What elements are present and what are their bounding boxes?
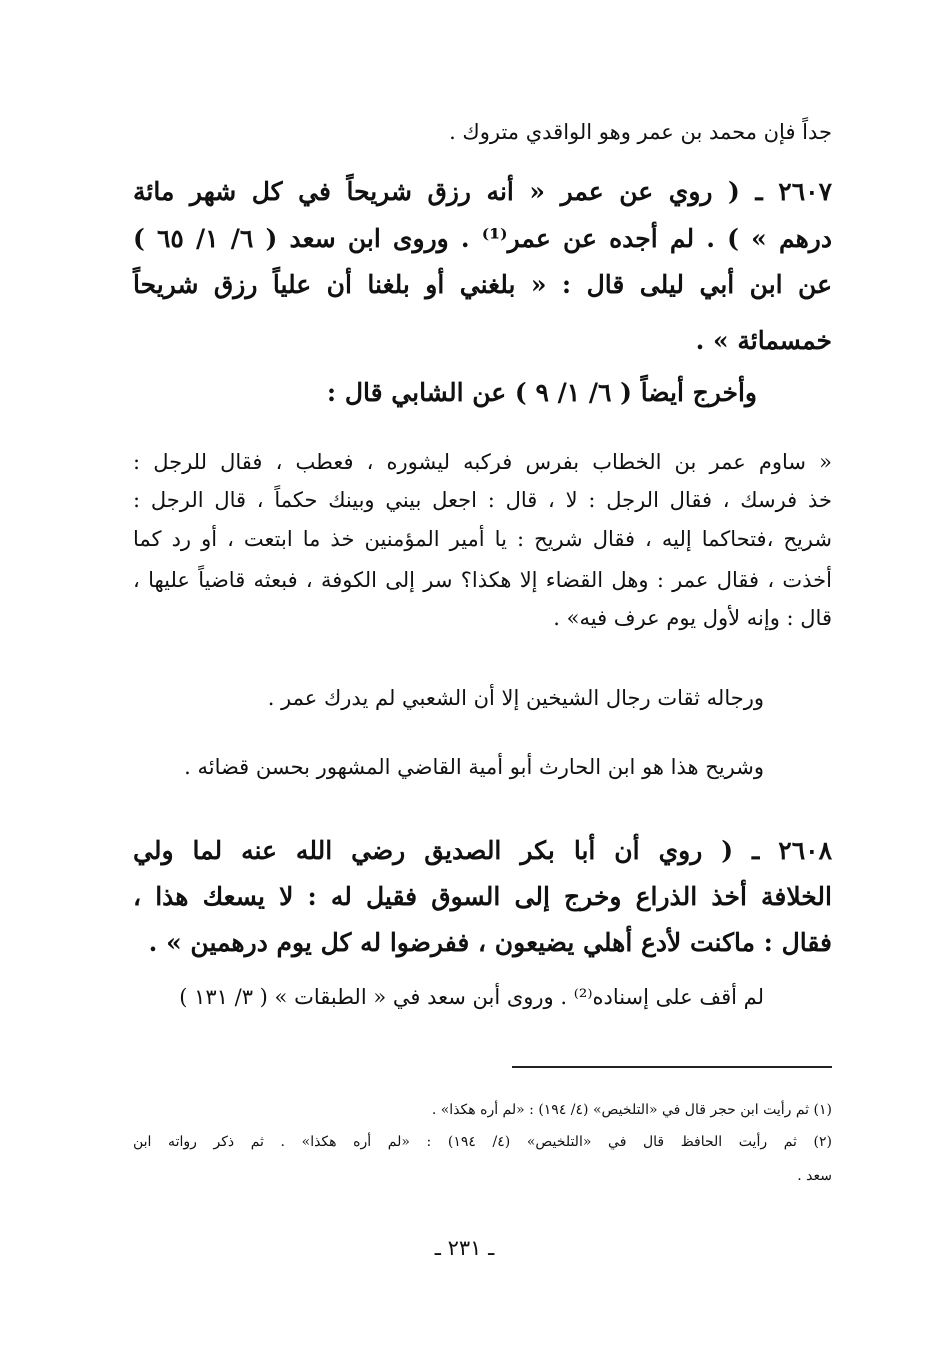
text-line: لم أقف على إسناده⁽²⁾ . وروى أبن سعد في « الطبقات » ( ٣/ ١٣١ ) bbox=[179, 985, 764, 1009]
hadith-2607-line-3: عن ابن أبي ليلى قال : « بلغني أو بلغنا أن علياً رزق شريحاً bbox=[133, 270, 832, 299]
quote-line: « ساوم عمر بن الخطاب بفرس فركبه ليشوره ، فعطب ، فقال للرجل : bbox=[133, 450, 832, 474]
hadith-2608-line-2: الخلافة أخذ الذراع وخرج إلى السوق فقيل له : لا يسعك هذا ، bbox=[133, 882, 832, 911]
hadith-2607-line-1: ٢٦٠٧ ـ ( روي عن عمر « أنه رزق شريحاً في كل شهر مائة bbox=[133, 177, 832, 206]
hadith-2608-line-1: ٢٦٠٨ ـ ( روي أن أبا بكر الصديق رضي الله عنه لما ولي bbox=[133, 836, 832, 865]
quote-line: خذ فرسك ، فقال الرجل : لا ، قال : اجعل بيني وبينك حكماً ، قال الرجل : bbox=[133, 488, 832, 512]
hadith-2607-line-2: درهم » ) . لم أجده عن عمر⁽¹⁾ . وروى ابن سعد ( ٦/ ١/ ٦٥ ) bbox=[133, 224, 832, 253]
footnote-divider bbox=[512, 1066, 832, 1068]
footnote-2: (٢) ثم رأيت الحافظ قال في «التلخيص» (٤/ ١٩٤) : «لم أره هكذا» . ثم ذكر رواته ابن bbox=[133, 1134, 833, 1150]
text-line: ورجاله ثقات رجال الشيخين إلا أن الشعبي لم يدرك عمر . bbox=[267, 686, 764, 710]
quote-line: أخذت ، فقال عمر : وهل القضاء إلا هكذا؟ سر إلى الكوفة ، فبعثه قاضياً عليها ، bbox=[133, 568, 832, 592]
hadith-2608-line-3: فقال : ماكنت لأدع أهلي يضيعون ، ففرضوا له كل يوم درهمين » . bbox=[148, 928, 832, 957]
footnote-1: (١) ثم رأيت ابن حجر قال في «التلخيص» (٤/ ١٩٤) : «لم أره هكذا» . bbox=[431, 1102, 832, 1118]
hadith-2607-line-4: خمسمائة » . bbox=[695, 326, 832, 355]
text-line: وشريح هذا هو ابن الحارث أبو أمية القاضي المشهور بحسن قضائه . bbox=[184, 755, 764, 779]
quote-line: قال : وإنه لأول يوم عرف فيه» . bbox=[553, 606, 832, 630]
page-number: ـ ٢٣١ ـ bbox=[434, 1236, 495, 1260]
footnote-2-continuation: سعد . bbox=[797, 1168, 832, 1184]
text-line: جداً فإن محمد بن عمر وهو الواقدي متروك . bbox=[449, 120, 832, 144]
text-line: وأخرج أيضاً ( ٦/ ١/ ٩ ) عن الشابي قال : bbox=[326, 378, 757, 407]
quote-line: شريح ،فتحاكما إليه ، فقال شريح : يا أمير المؤمنين خذ ما ابتعت ، أو رد كما bbox=[133, 527, 832, 551]
